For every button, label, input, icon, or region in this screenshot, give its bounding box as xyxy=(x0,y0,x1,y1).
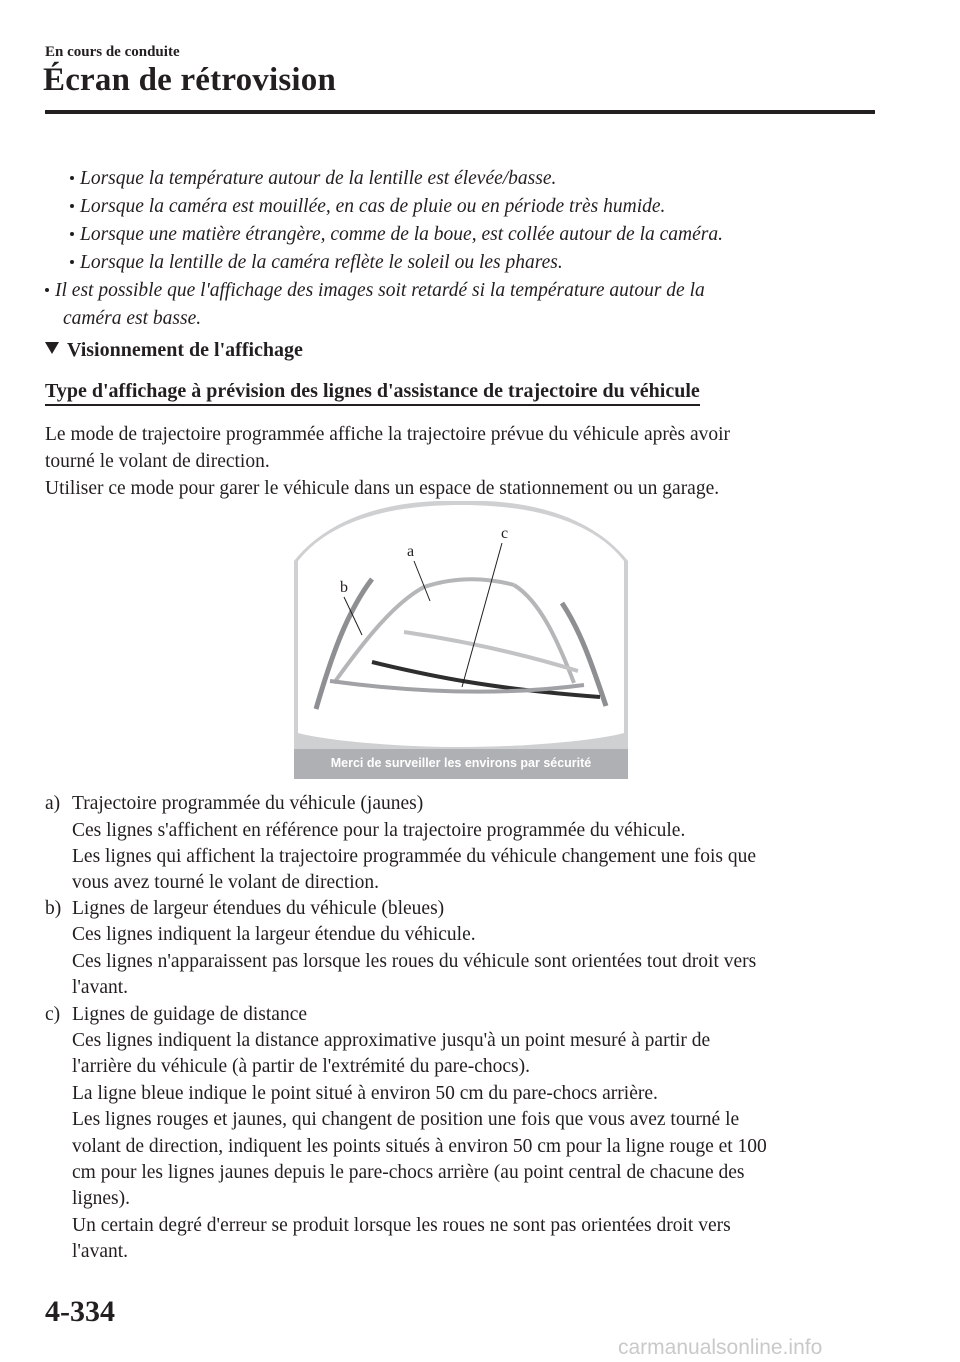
bullet-icon xyxy=(70,260,74,264)
intro-line: tourné le volant de direction. xyxy=(45,451,270,472)
banner-text: Merci de surveiller les environs par sécurité xyxy=(330,756,592,770)
section-heading: Visionnement de l'affichage xyxy=(45,339,303,362)
note-line-1: Il est possible que l'affichage des images soit retardé si la température autour de la xyxy=(45,280,705,302)
item-c-line: lignes). xyxy=(72,1188,130,1209)
intro-line: Utiliser ce mode pour garer le véhicule dans un espace de stationnement ou un garage. xyxy=(45,478,720,499)
item-b-line: Ces lignes indiquent la largeur étendue du véhicule. xyxy=(72,924,476,945)
condition-item: Lorsque la température autour de la lentille est élevée/basse. xyxy=(70,168,556,190)
item-a-line: Les lignes qui affichent la trajectoire programmée du véhicule changement une fois que xyxy=(72,846,757,867)
item-c-line: volant de direction, indiquent les points situés à environ 50 cm pour la ligne rouge et 100 xyxy=(72,1136,767,1157)
figure-label-c: c xyxy=(501,525,509,542)
item-c-title: Lignes de guidage de distance xyxy=(72,1004,307,1025)
item-c-letter: c) xyxy=(45,1004,61,1025)
item-b-line: l'avant. xyxy=(72,977,129,998)
condition-item: Lorsque la caméra est mouillée, en cas de pluie ou en période très humide. xyxy=(70,196,665,218)
intro-line: Le mode de trajectoire programmée affiche la trajectoire prévue du véhicule après avoir xyxy=(45,424,731,445)
item-c-line: Un certain degré d'erreur se produit lorsque les roues ne sont pas orientées droit vers xyxy=(72,1215,731,1236)
bullet-icon xyxy=(70,204,74,208)
bullet-icon xyxy=(45,288,49,292)
bullet-icon xyxy=(70,176,74,180)
item-c-line: l'arrière du véhicule (à partir de l'extrémité du pare-chocs). xyxy=(72,1056,531,1077)
item-c-line: Ces lignes indiquent la distance approximative jusqu'à un point mesuré à partir de xyxy=(72,1030,711,1051)
note-line-2: caméra est basse. xyxy=(63,308,202,329)
item-a-line: Ces lignes s'affichent en référence pour la trajectoire programmée du véhicule. xyxy=(72,820,686,841)
item-c-line: Les lignes rouges et jaunes, qui changent de position une fois que vous avez tourné le xyxy=(72,1109,740,1130)
page-title: Écran de rétrovision xyxy=(43,62,337,98)
watermark: carmanualsonline.info xyxy=(618,1336,823,1359)
triangle-icon xyxy=(45,342,59,354)
condition-item: Lorsque une matière étrangère, comme de la boue, est collée autour de la caméra. xyxy=(70,224,723,246)
item-c-line: La ligne bleue indique le point situé à environ 50 cm du pare-chocs arrière. xyxy=(72,1083,658,1104)
condition-item: Lorsque la lentille de la caméra reflète le soleil ou les phares. xyxy=(70,252,563,274)
rearview-figure xyxy=(294,501,628,779)
header-rule xyxy=(45,110,875,114)
item-b-title: Lignes de largeur étendues du véhicule (bleues) xyxy=(72,898,445,919)
item-c-line: l'avant. xyxy=(72,1241,129,1262)
rearview-diagram xyxy=(294,501,628,779)
item-a-title: Trajectoire programmée du véhicule (jaunes) xyxy=(72,793,424,814)
item-b-letter: b) xyxy=(45,898,62,919)
figure-label-a: a xyxy=(407,543,415,560)
item-c-line: cm pour les lignes jaunes depuis le pare-chocs arrière (au point central de chacune des xyxy=(72,1162,745,1183)
figure-label-b: b xyxy=(340,579,348,596)
item-b-line: Ces lignes n'apparaissent pas lorsque les roues du véhicule sont orientées tout droit vers xyxy=(72,951,757,972)
subheading: Type d'affichage à prévision des lignes d'assistance de trajectoire du véhicule xyxy=(45,380,700,406)
bullet-icon xyxy=(70,232,74,236)
section-label: En cours de conduite xyxy=(45,44,180,60)
item-a-letter: a) xyxy=(45,793,61,814)
item-a-line: vous avez tourné le volant de direction. xyxy=(72,872,380,893)
page-number: 4-334 xyxy=(45,1295,115,1328)
